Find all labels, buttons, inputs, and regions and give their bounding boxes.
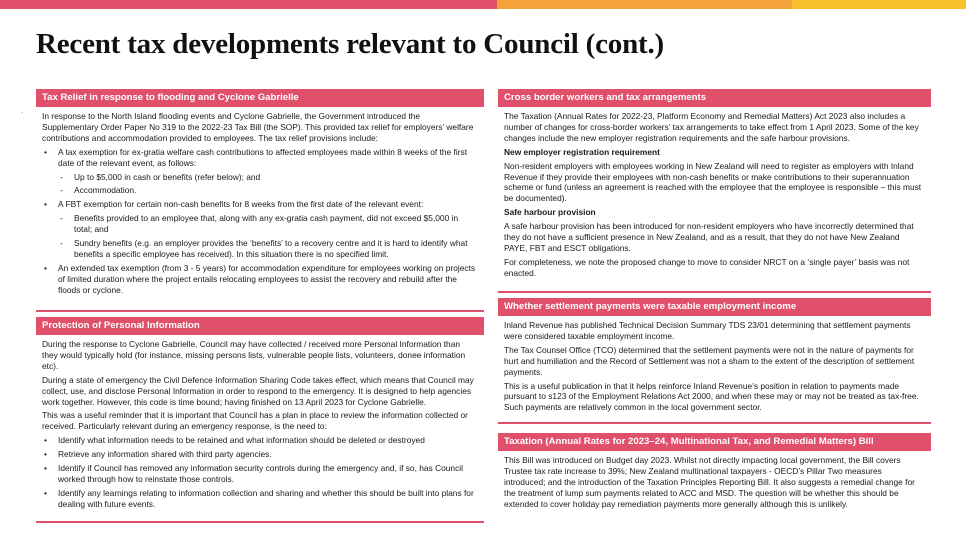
panel-body <box>498 316 931 413</box>
paragraph: Non-resident employers with employees working in New Zealand will need to register as employers with Inland Revenue if they provide their employees with non-cash benefits or make contributions to their superannuation scheme or fund (unless an agreement is reached with the employee that the employee is responsible – this must be documented). <box>504 160 922 204</box>
sub-list-item: - Sundry benefits (e.g. an employer provides the ‘benefits’ to a recovery centre and it is hard to identify what benefits a specific employee has received). In this situation there is no specified limit. <box>58 238 478 260</box>
sub-list <box>58 172 478 197</box>
sub-list-item: - Up to $5,000 in cash or benefits (refer below); and <box>58 172 478 183</box>
panel-heading: Taxation (Annual Rates for 2023–24, Multinational Tax, and Remedial Matters) Bill <box>498 433 931 451</box>
panel-bottom-rule <box>36 521 484 523</box>
panel-body <box>36 107 484 296</box>
panel-heading: Whether settlement payments were taxable employment income <box>498 298 931 316</box>
panel-bottom-rule <box>498 291 931 293</box>
subheading: New employer registration requirement <box>504 146 660 157</box>
list-item <box>42 199 478 260</box>
panel-body <box>36 335 484 510</box>
paragraph: For completeness, we note the proposed change to move to consider NRCT on a ‘single payer’ basis was not enacted. <box>504 256 910 278</box>
paragraph: During the response to Cyclone Gabrielle, Council may have collected / received more Personal Information than they would typically hold (for instance, missing persons lists, vulnerable people lists, volunteers, donee information etc). <box>42 339 466 371</box>
list-item: • Identify what information needs to be retained and what information should be deleted or destroyed <box>42 435 478 446</box>
panel-bottom-rule <box>498 422 931 424</box>
panel-heading: Protection of Personal Information <box>36 317 484 335</box>
page-title: Recent tax developments relevant to Council (cont.) <box>36 28 664 60</box>
list-item: • Identify any learnings relating to information collection and sharing and whether this should be built into plans for dealing with future events. <box>42 488 478 510</box>
accent-bar-yellow <box>792 0 966 9</box>
list-item-text: A FBT exemption for certain non-cash benefits for 8 weeks from the first date of the relevant event: <box>58 199 424 210</box>
top-accent-bar <box>0 0 966 9</box>
settlement-panel <box>498 298 931 424</box>
paragraph: This was a useful reminder that it is important that Council has a plan in place to review the information collected or received. Particularly relevant during an emergency response, is the need to: <box>42 410 468 432</box>
subheading: Safe harbour provision <box>504 207 596 218</box>
cross-border-panel <box>498 89 931 293</box>
paragraph: The Tax Counsel Office (TCO) determined that the settlement payments were not in the nature of payments for hurt and humiliation and the Record of Settlement was not a sham to the extent of the description of settlement payments. <box>504 344 915 377</box>
sub-list <box>58 213 478 260</box>
panel-body <box>498 107 931 279</box>
panel-bottom-rule <box>36 310 484 312</box>
paragraph: This is a useful publication in that it helps reinforce Inland Revenue’s position in relation to payments made pursuant to s123 of the Employment Relations Act 2000, and when these may or may not be treated as tax-free. Such payments are relatively common in the local government sector. <box>504 380 919 413</box>
paragraph: During a state of emergency the Civil Defence Information Sharing Code takes effect, which means that Council may collect, use, and disclose Personal Information in order to respond to the emergency. It is designed to help agencies work together. However, this code is time bound; having finished on 13 April 2023 for Cyclone Gabrielle. <box>42 374 474 407</box>
accent-bar-pink <box>0 0 497 9</box>
list-item: • Identify if Council has removed any information security controls during the emergency and, if so, has Council worked through how to reinstate those controls. <box>42 463 478 485</box>
tax-relief-panel <box>36 89 484 312</box>
list-item-text: A tax exemption for ex-gratia welfare cash contributions to affected employees made within 8 weeks of the first date of the relevant event, as follows: <box>58 146 468 168</box>
bullet-list <box>42 147 478 296</box>
paragraph: A safe harbour provision has been introduced for non-resident employers who have incorrectly determined that they do not have a sufficient presence in New Zealand, and as a result, that they do not have New Zealand PAYE, FBT and ESCT obligations. <box>504 221 914 253</box>
list-item <box>42 147 478 197</box>
paragraph: Inland Revenue has published Technical Decision Summary TDS 23/01 determining that settlement payments were considered taxable employment income. <box>504 320 911 341</box>
bullet-list <box>42 435 478 509</box>
paragraph: The Taxation (Annual Rates for 2022-23, Platform Economy and Remedial Matters) Act 2023 also includes a number of changes for cross-border workers’ tax arrangements to take effect from 1 April 2023. Some of the key changes include the new employer registration requirements and the safe harbour provisions. <box>504 111 919 143</box>
bill-panel <box>498 433 931 523</box>
stray-mark: - <box>21 110 24 117</box>
privacy-panel <box>36 317 484 523</box>
panel-heading: Tax Relief in response to flooding and Cyclone Gabrielle <box>36 89 484 107</box>
paragraph: In response to the North Island flooding events and Cyclone Gabrielle, the Government introduced the Supplementary Order Paper No 319 to the 2022-23 Tax Bill (the SOP). This provided tax relief for employers’ welfare contributions and accommodation provided to employees. The tax relief provisions include: <box>42 111 474 143</box>
paragraph: This Bill was introduced on Budget day 2023. Whilst not directly impacting local government, the Bill covers Trustee tax rate increase to 39%; New Zealand multinational taxpayers - OECD’s Pillar Two measures introduced; and the introduction of the Taxation Principles Reporting Bill. It also suggests a remedial change for the treatment of lump sum payments related to ACC and MSD. The question will be whether this should be extended to cover holiday pay remediation payments more generally although this is unlikely. <box>504 455 915 509</box>
panel-heading: Cross border workers and tax arrangements <box>498 89 931 107</box>
sub-list-item: - Accommodation. <box>58 185 478 196</box>
list-item: • An extended tax exemption (from 3 - 5 years) for accommodation expenditure for employees working on projects of limited duration where the project entails relocating employees to assist the recovery and rebuild after the floods or cyclone. <box>42 263 478 296</box>
list-item: • Retrieve any information shared with third party agencies. <box>42 449 478 460</box>
accent-bar-orange <box>497 0 792 9</box>
panel-body <box>498 451 931 510</box>
sub-list-item: - Benefits provided to an employee that, along with any ex-gratia cash payment, did not exceed $5,000 in total; and <box>58 213 478 235</box>
